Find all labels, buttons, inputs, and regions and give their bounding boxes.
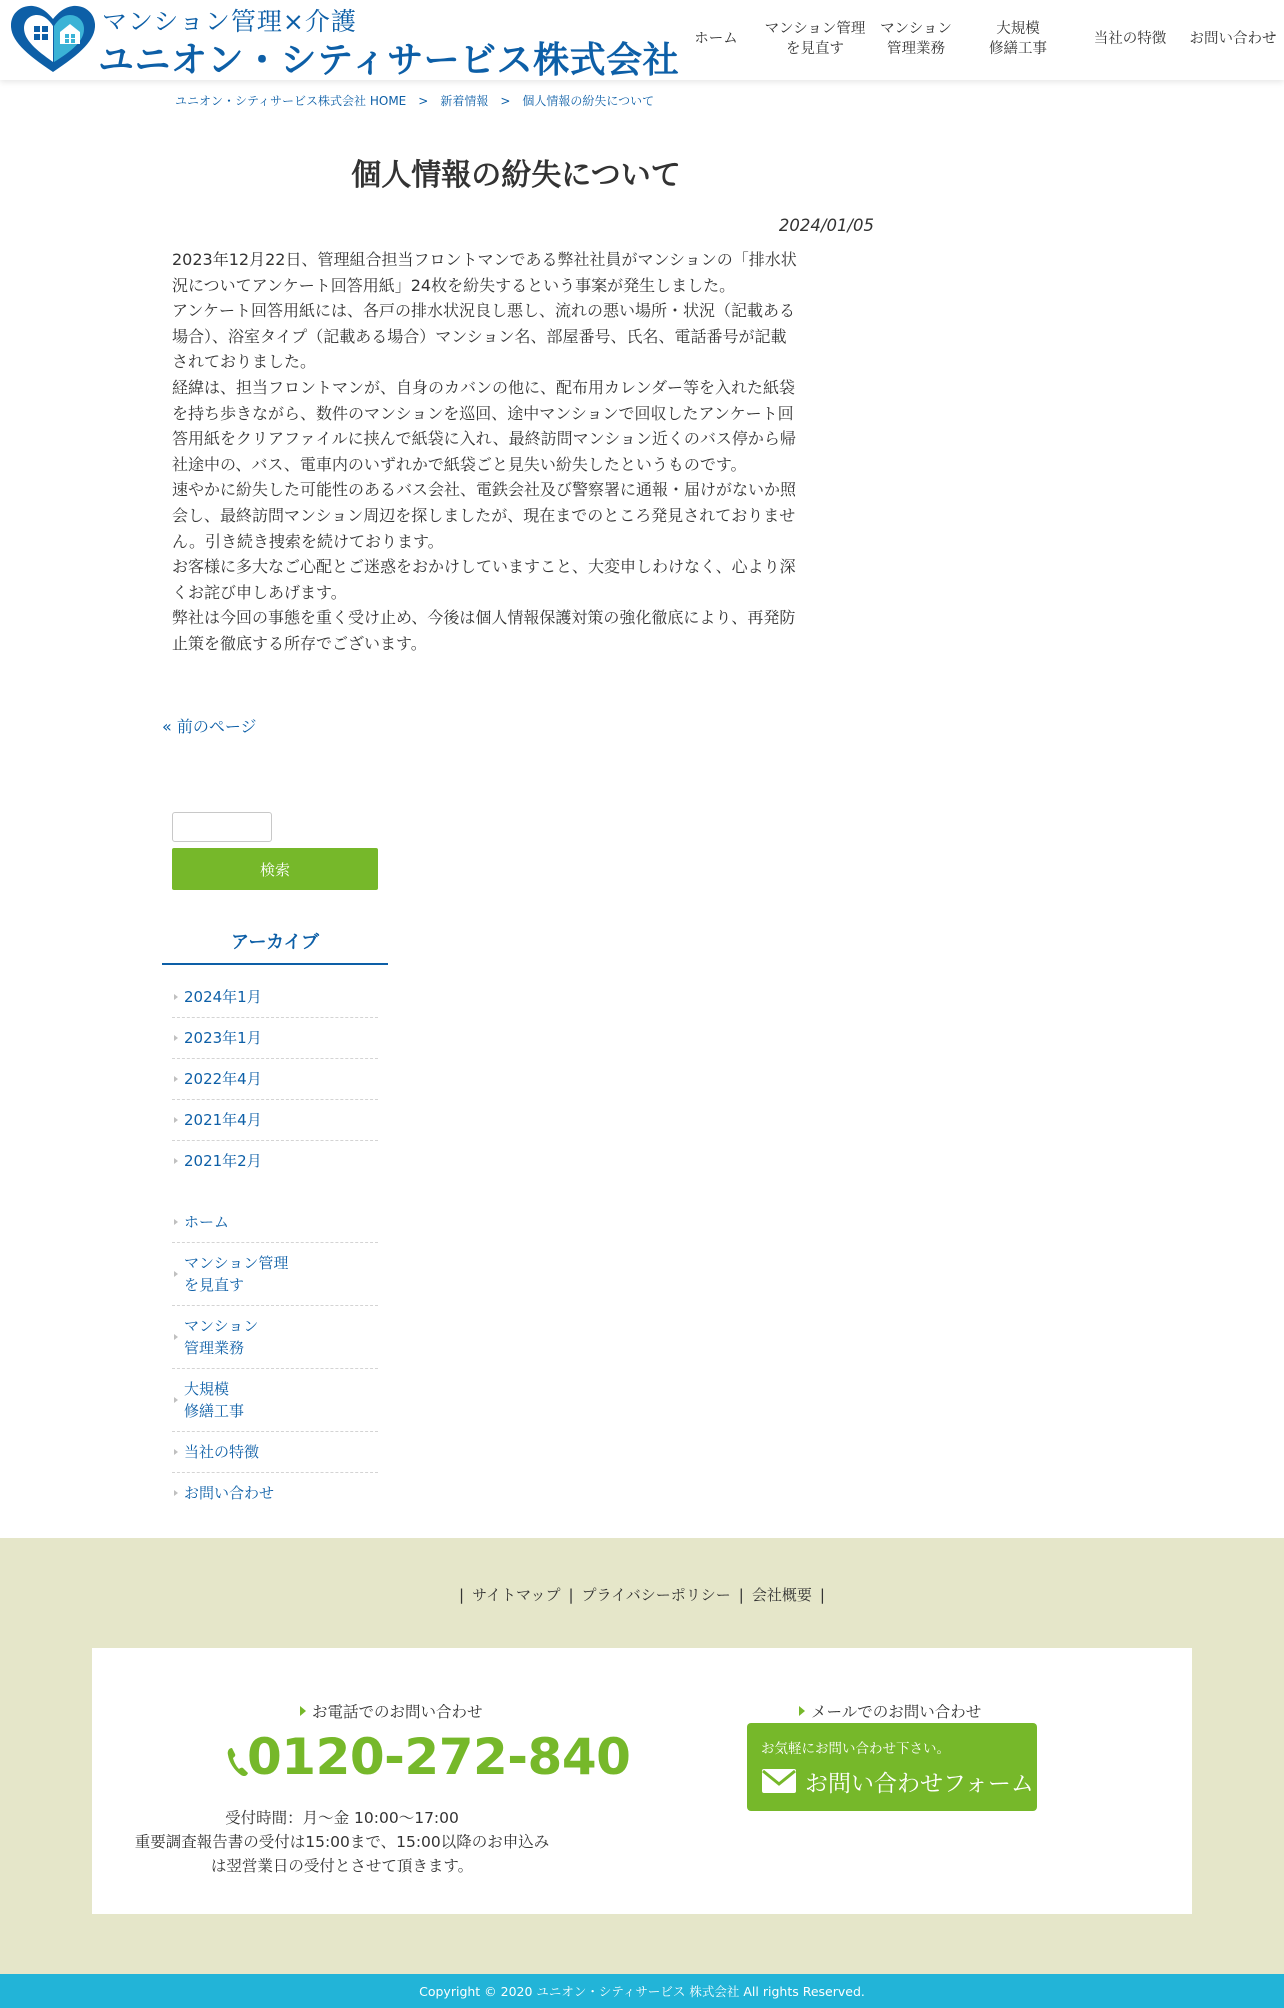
archive-item-label[interactable]: 2021年4月 (184, 1111, 262, 1129)
contact-form-button[interactable] (747, 1723, 1037, 1811)
article-body (172, 247, 800, 657)
global-nav (660, 0, 1284, 80)
sidebar-item-label[interactable]: ホーム (184, 1213, 230, 1231)
phone-hours (132, 1806, 552, 1878)
phone-number[interactable]: 0120-272-840 (247, 1728, 631, 1786)
archive-item[interactable] (172, 1018, 378, 1059)
article-paragraph: アンケート回答用紙には、各戸の排水状況良し悪し、流れの悪い場所・状況（記載ある場合）、浴室タイプ（記載ある場合）マンション名、部屋番号、氏名、電話番号が記載されておりました。 (172, 301, 796, 372)
archive-item-label[interactable]: 2021年2月 (184, 1152, 262, 1170)
bullet-icon (174, 1490, 178, 1496)
archive-heading: アーカイブ (162, 928, 388, 965)
sidebar-item-label[interactable]: マンション管理 を見直す (184, 1254, 289, 1294)
footer-link-separator: | (459, 1586, 465, 1604)
breadcrumb-home-link[interactable]: ユニオン・シティサービス株式会社 HOME (175, 94, 407, 108)
nav-item-large-repairs[interactable]: 大規模 修繕工事 (989, 21, 1047, 57)
bullet-icon (174, 1397, 178, 1403)
nav-item-management-services[interactable]: マンション 管理業務 (880, 21, 952, 57)
bullet-icon (174, 1076, 178, 1082)
contact-form-button-label: お問い合わせフォーム (805, 1771, 1034, 1797)
footer-link-separator: | (568, 1586, 574, 1604)
sidebar-item-label[interactable]: 当社の特徴 (184, 1443, 260, 1461)
breadcrumb (175, 92, 654, 109)
bullet-icon (174, 1035, 178, 1041)
contact-form-button-sub: お気軽にお問い合わせ下さい。 (761, 1741, 950, 1757)
article-paragraph: お客様に多大なご心配とご迷惑をおかけしていますこと、大変申しわけなく、心より深くお詫び申しあげます。 (172, 557, 796, 602)
search-button[interactable]: 検索 (172, 848, 378, 890)
bullet-icon (174, 1117, 178, 1123)
sidebar-item-review-management[interactable] (172, 1243, 378, 1306)
phone-contact-heading-label: お電話でのお問い合わせ (312, 1703, 483, 1721)
breadcrumb-news-link[interactable]: 新着情報 (440, 94, 489, 108)
mail-contact-heading (799, 1700, 981, 1722)
logo-tagline: マンション管理×介護 (102, 7, 357, 36)
archive-list (172, 977, 378, 1181)
sidebar-item-contact[interactable] (172, 1473, 378, 1513)
archive-item[interactable] (172, 977, 378, 1018)
sidebar-item-features[interactable] (172, 1432, 378, 1473)
archive-item[interactable] (172, 1059, 378, 1100)
nav-item-contact[interactable]: お問い合わせ (1189, 31, 1277, 48)
site-footer (0, 1538, 1284, 1974)
breadcrumb-current: 個人情報の紛失について (522, 94, 655, 108)
mail-icon (761, 1767, 797, 1795)
prev-page-link[interactable]: « 前のページ (162, 717, 257, 736)
search-input[interactable] (172, 812, 272, 842)
nav-item-features[interactable]: 当社の特徴 (1093, 31, 1167, 48)
bullet-icon (174, 1334, 178, 1340)
sidebar-item-label[interactable]: 大規模 修繕工事 (184, 1380, 245, 1420)
copyright-bar (0, 1974, 1284, 2008)
sidebar-item-home[interactable] (172, 1202, 378, 1243)
article-date: 2024/01/05 (778, 216, 874, 235)
archive-item-label[interactable]: 2023年1月 (184, 1029, 262, 1047)
archive-item-label[interactable]: 2024年1月 (184, 988, 262, 1006)
nav-item-review-management[interactable]: マンション管理 を見直す (764, 21, 866, 57)
sidebar-item-management-services[interactable] (172, 1306, 378, 1369)
logo-heart-house-icon[interactable] (8, 2, 98, 76)
bullet-icon (174, 1449, 178, 1455)
breadcrumb-separator: > (418, 94, 429, 108)
mail-contact-heading-label: メールでのお問い合わせ (811, 1703, 982, 1721)
article-paragraph: 2023年12月22日、管理組合担当フロントマンである弊社社員がマンションの「排水状況についてアンケート回答用紙」24枚を紛失するという事案が発生しました。 (172, 250, 797, 295)
archive-item[interactable] (172, 1141, 378, 1181)
bullet-icon (174, 994, 178, 1000)
sidebar-item-label[interactable]: お問い合わせ (184, 1484, 275, 1502)
sidebar-item-large-repairs[interactable] (172, 1369, 378, 1432)
nav-item-home[interactable]: ホーム (694, 31, 738, 48)
logo-company-name[interactable]: ユニオン・シティサービス株式会社 (98, 40, 680, 81)
footer-link-sitemap[interactable]: サイトマップ (472, 1586, 561, 1604)
page-title: 個人情報の紛失について (351, 158, 681, 193)
breadcrumb-separator: > (500, 94, 511, 108)
contact-box (92, 1648, 1192, 1914)
sidebar-item-label[interactable]: マンション 管理業務 (184, 1317, 259, 1357)
archive-item-label[interactable]: 2022年4月 (184, 1070, 262, 1088)
footer-links (0, 1584, 1284, 1605)
phone-hours-line: 受付時間：月～金 10:00～17:00 (225, 1809, 459, 1827)
sidebar-nav (172, 1202, 378, 1513)
bullet-icon (174, 1271, 178, 1277)
copyright-text: Copyright © 2020 ユニオン・シティサービス 株式会社 All rights Reserved. (419, 1984, 865, 1999)
phone-contact-heading (300, 1700, 483, 1722)
archive-item[interactable] (172, 1100, 378, 1141)
footer-link-company[interactable]: 会社概要 (751, 1586, 812, 1604)
bullet-icon (174, 1219, 178, 1225)
site-header (0, 0, 1284, 80)
article-paragraph: 速やかに紛失した可能性のあるバス会社、電鉄会社及び警察署に通報・届けがないか照会し、最終訪問マンション周辺を探しましたが、現在までのところ発見されておりません。引き続き捜索を続けております。 (172, 480, 797, 551)
article-paragraph: 経緯は、担当フロントマンが、自身のカバンの他に、配布用カレンダー等を入れた紙袋を持ち歩きながら、数件のマンションを巡回、途中マンションで回収したアンケート回答用紙をクリアファイルに挟んで紙袋に入れ、最終訪問マンション近くのバス停から帰社途中の、バス、電車内のいずれかで紙袋ごと見失い紛失したというものです。 (172, 377, 796, 474)
phone-hours-note: 重要調査報告書の受付は15:00まで、15:00以降のお申込みは翌営業日の受付とさせて頂きます。 (134, 1833, 550, 1875)
bullet-icon (174, 1158, 178, 1164)
triangle-icon (300, 1706, 306, 1716)
footer-link-privacy[interactable]: プライバシーポリシー (581, 1586, 731, 1604)
footer-link-separator: | (819, 1586, 825, 1604)
footer-link-separator: | (738, 1586, 744, 1604)
triangle-icon (799, 1706, 805, 1716)
article-paragraph: 弊社は今回の事態を重く受け止め、今後は個人情報保護対策の強化徹底により、再発防止策を徹底する所存でございます。 (172, 608, 796, 653)
